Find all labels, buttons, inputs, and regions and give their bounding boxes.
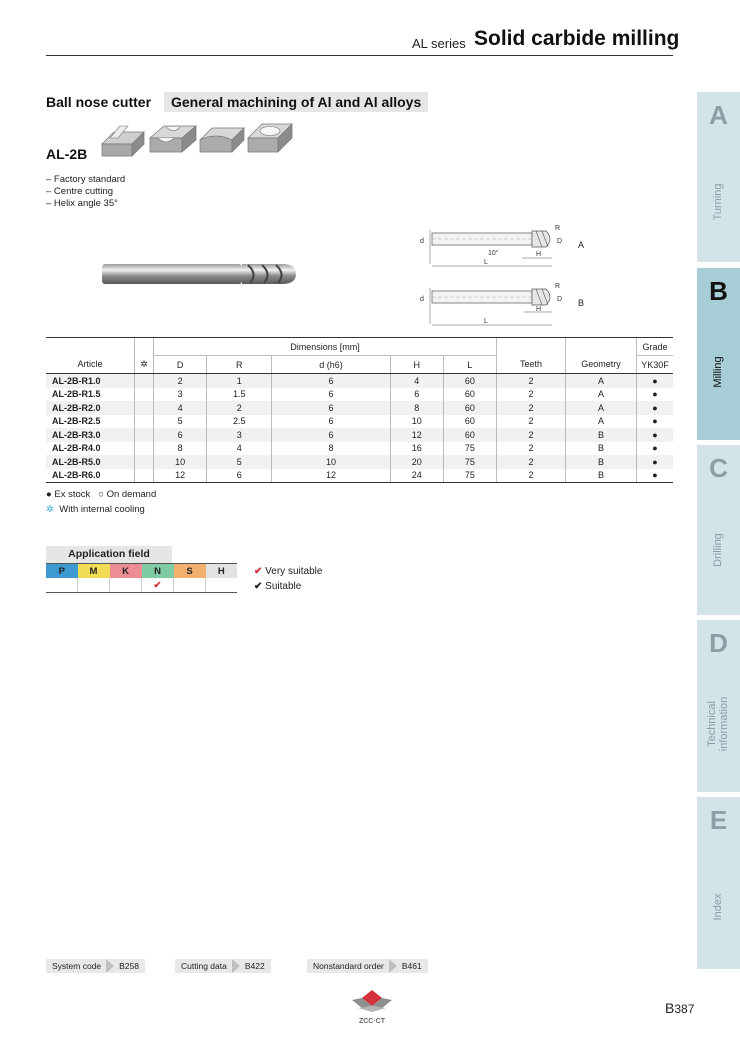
header-rule xyxy=(46,55,673,56)
material-mark-m xyxy=(78,578,110,593)
drawing-b-d-label: d xyxy=(420,296,424,303)
material-p: P xyxy=(46,564,78,579)
cell-grade: ● xyxy=(637,401,674,415)
cell-teeth: 2 xyxy=(497,469,566,483)
product-type: Ball nose cutter xyxy=(46,94,152,110)
cell-d: 10 xyxy=(154,455,207,469)
th-grade: Grade xyxy=(637,338,674,356)
drawing-b-r-label: R xyxy=(555,283,561,290)
chevron-right-icon xyxy=(106,959,114,973)
page-number xyxy=(665,1000,694,1016)
tab-label: Milling xyxy=(712,356,724,388)
ref-label: Cutting data xyxy=(181,961,227,971)
product-description: General machining of Al and Al alloys xyxy=(164,92,428,112)
drawing-a-h-label: H xyxy=(536,251,542,258)
cell-h: 8 xyxy=(390,401,443,415)
cell-cooling xyxy=(135,374,154,388)
cell-d: 6 xyxy=(272,388,390,402)
drawing-b-l-label: L xyxy=(484,318,488,325)
drawing-a-r-label: R xyxy=(555,225,561,232)
material-m: M xyxy=(78,564,110,579)
ref-cutting-data[interactable] xyxy=(175,959,271,973)
cell-grade: ● xyxy=(637,469,674,483)
workpiece-groove-icon xyxy=(102,126,144,156)
cell-teeth: 2 xyxy=(497,415,566,429)
cell-d: 8 xyxy=(154,442,207,456)
ref-label: Nonstandard order xyxy=(313,961,384,971)
table-row xyxy=(46,374,673,388)
cell-article: AL-2B-R3.0 xyxy=(52,429,101,440)
application-field-title: Application field xyxy=(46,546,172,563)
material-mark-n: ✔ xyxy=(142,578,174,593)
table-row xyxy=(46,442,673,456)
cell-grade: ● xyxy=(637,428,674,442)
tab-letter: E xyxy=(709,805,728,835)
th-article: Article xyxy=(46,356,135,374)
tab-label xyxy=(706,697,730,751)
tab-letter: A xyxy=(709,100,728,130)
material-mark-k xyxy=(110,578,142,593)
ref-page: B422 xyxy=(244,961,265,971)
drawing-a-angle-label: 10° xyxy=(488,250,499,257)
ref-system-code[interactable] xyxy=(46,959,145,973)
th-col-h: H xyxy=(390,356,443,374)
material-k: K xyxy=(110,564,142,579)
cell-l: 75 xyxy=(443,469,496,483)
cell-d: 3 xyxy=(154,388,207,402)
th-grade-name: YK30F xyxy=(637,356,674,374)
cell-teeth: 2 xyxy=(497,388,566,402)
stock-legend xyxy=(46,489,156,500)
chevron-right-icon xyxy=(232,959,240,973)
ref-label: System code xyxy=(52,961,102,971)
chevron-right-icon xyxy=(389,959,397,973)
page-prefix: B xyxy=(665,1000,675,1016)
suitable-text: Suitable xyxy=(265,581,302,592)
th-geometry: Geometry xyxy=(566,356,637,374)
cell-teeth: 2 xyxy=(497,401,566,415)
workpiece-pocket-icon xyxy=(248,124,292,152)
cell-d: 6 xyxy=(272,415,390,429)
cell-article: AL-2B-R5.0 xyxy=(52,456,101,467)
cell-l: 75 xyxy=(443,455,496,469)
page-title: Solid carbide milling xyxy=(474,27,680,50)
th-col-d: D xyxy=(154,356,207,374)
tab-letter: D xyxy=(709,628,728,658)
tool-photo xyxy=(100,258,300,290)
material-h: H xyxy=(206,564,238,579)
logo-text: ZCC·CT xyxy=(358,1018,386,1025)
spec-table-body xyxy=(46,374,673,483)
cell-d: 5 xyxy=(154,415,207,429)
cell-cooling xyxy=(135,455,154,469)
cooling-icon: ✲ xyxy=(46,504,54,515)
cell-r: 5 xyxy=(207,455,272,469)
th-col-l: L xyxy=(443,356,496,374)
tab-label-line2: information xyxy=(718,696,730,752)
cell-geometry: A xyxy=(566,374,637,388)
check-icon: ✔ xyxy=(254,581,263,592)
tab-label: Index xyxy=(712,893,724,921)
spec-table xyxy=(46,337,673,483)
check-red-icon: ✔ xyxy=(254,566,263,577)
drawing-a-dia-label: D xyxy=(557,238,563,245)
table-row xyxy=(46,415,673,429)
table-row xyxy=(46,455,673,469)
material-n: N xyxy=(142,564,174,579)
cell-l: 60 xyxy=(443,388,496,402)
cell-grade: ● xyxy=(637,388,674,402)
cell-l: 60 xyxy=(443,428,496,442)
workpiece-profile-icon xyxy=(200,128,244,152)
cell-d: 10 xyxy=(272,455,390,469)
table-row xyxy=(46,388,673,402)
cell-geometry: B xyxy=(566,428,637,442)
cell-r: 4 xyxy=(207,442,272,456)
tab-drilling[interactable] xyxy=(697,445,740,615)
workpiece-icons xyxy=(98,118,294,160)
page-number-value: 387 xyxy=(674,1002,695,1016)
cell-d: 6 xyxy=(154,428,207,442)
tab-milling[interactable] xyxy=(697,268,740,440)
tab-label: Drilling xyxy=(712,533,724,567)
cell-r: 6 xyxy=(207,469,272,483)
series-label: AL series xyxy=(412,36,466,51)
cell-geometry: A xyxy=(566,401,637,415)
tab-index[interactable] xyxy=(697,797,740,969)
cell-article: AL-2B-R6.0 xyxy=(46,469,135,483)
material-mark-s xyxy=(174,578,206,593)
cell-grade: ● xyxy=(637,442,674,456)
cell-teeth: 2 xyxy=(497,374,566,388)
cell-cooling xyxy=(135,388,154,402)
cell-cooling xyxy=(135,428,154,442)
th-geometry-blank xyxy=(566,338,637,356)
cell-d: 2 xyxy=(154,374,207,388)
ref-nonstandard-order[interactable] xyxy=(307,959,428,973)
cell-r: 1 xyxy=(207,374,272,388)
th-blank xyxy=(46,338,135,356)
cell-geometry: B xyxy=(566,442,637,456)
cell-d: 6 xyxy=(272,374,390,388)
cell-teeth: 2 xyxy=(497,428,566,442)
cell-h: 6 xyxy=(390,388,443,402)
cell-geometry: A xyxy=(566,388,637,402)
article-code: AL-2B xyxy=(46,146,88,162)
drawing-a-l-label: L xyxy=(484,259,488,266)
th-teeth-blank xyxy=(497,338,566,356)
feature-item: – Factory standard xyxy=(46,174,126,185)
cell-h: 10 xyxy=(390,415,443,429)
cell-article: AL-2B-R1.5 xyxy=(52,389,101,400)
cell-r: 1.5 xyxy=(207,388,272,402)
drawing-a-label: A xyxy=(578,240,585,250)
table-row xyxy=(46,428,673,442)
cell-geometry: A xyxy=(566,415,637,429)
cell-article: AL-2B-R1.0 xyxy=(52,375,101,386)
cell-l: 75 xyxy=(443,442,496,456)
material-mark-h xyxy=(206,578,238,593)
cell-d: 6 xyxy=(272,401,390,415)
cell-r: 3 xyxy=(207,428,272,442)
ex-stock-legend: ● Ex stock xyxy=(46,489,91,500)
suitable-legend xyxy=(254,579,322,594)
th-col-r: R xyxy=(207,356,272,374)
tab-label: Turning xyxy=(712,183,724,221)
cell-geometry: B xyxy=(566,469,637,483)
drawing-b-h-label: H xyxy=(536,306,542,313)
tab-technical-information[interactable] xyxy=(697,620,740,792)
cell-grade: ● xyxy=(637,415,674,429)
tab-turning[interactable] xyxy=(697,92,740,262)
material-mark-p xyxy=(46,578,78,593)
table-row xyxy=(46,469,673,483)
feature-list xyxy=(46,174,125,210)
th-teeth: Teeth xyxy=(497,356,566,374)
application-legend xyxy=(254,564,322,594)
workpiece-slot-icon xyxy=(150,126,196,152)
th-dimensions: Dimensions [mm] xyxy=(154,338,497,356)
cell-d: 12 xyxy=(272,469,390,483)
table-row xyxy=(46,401,673,415)
cell-h: 4 xyxy=(390,374,443,388)
very-suitable-text: Very suitable xyxy=(265,566,323,577)
cell-cooling xyxy=(135,442,154,456)
th-col-shank: d (h6) xyxy=(272,356,390,374)
material-s: S xyxy=(174,564,206,579)
drawing-a-d-label: d xyxy=(420,238,424,245)
cell-h: 16 xyxy=(390,442,443,456)
cell-d: 6 xyxy=(272,428,390,442)
cell-cooling xyxy=(135,469,154,483)
ref-page: B461 xyxy=(401,961,422,971)
cell-d: 4 xyxy=(154,401,207,415)
on-demand-legend: ○ On demand xyxy=(98,489,157,500)
drawing-geometry-b xyxy=(412,280,592,330)
cell-grade: ● xyxy=(637,455,674,469)
tab-letter: B xyxy=(709,276,728,306)
cell-h: 20 xyxy=(390,455,443,469)
application-materials-row xyxy=(46,564,237,579)
feature-item: – Helix angle 35° xyxy=(46,198,118,209)
drawing-b-dia-label: D xyxy=(557,296,563,303)
cell-grade: ● xyxy=(637,374,674,388)
cooling-legend xyxy=(46,504,145,515)
tab-label-line1: Technical xyxy=(706,701,718,747)
cell-h: 12 xyxy=(390,428,443,442)
cell-r: 2.5 xyxy=(207,415,272,429)
drawing-geometry-a xyxy=(412,222,592,272)
cell-l: 60 xyxy=(443,415,496,429)
th-cooling-icon: ✲ xyxy=(135,356,154,374)
cell-r: 2 xyxy=(207,401,272,415)
application-marks-row xyxy=(46,578,237,593)
ref-page: B258 xyxy=(119,961,139,971)
th-cooling-blank xyxy=(135,338,154,356)
cell-teeth: 2 xyxy=(497,455,566,469)
cell-article: AL-2B-R2.5 xyxy=(52,416,101,427)
very-suitable-legend xyxy=(254,564,322,579)
cell-geometry: B xyxy=(566,455,637,469)
cell-cooling xyxy=(135,415,154,429)
cell-d: 8 xyxy=(272,442,390,456)
feature-item: – Centre cutting xyxy=(46,186,114,197)
cell-cooling xyxy=(135,401,154,415)
cell-d: 12 xyxy=(154,469,207,483)
cell-l: 60 xyxy=(443,374,496,388)
cell-h: 24 xyxy=(390,469,443,483)
tab-letter: C xyxy=(709,453,728,483)
cell-l: 60 xyxy=(443,401,496,415)
cell-teeth: 2 xyxy=(497,442,566,456)
drawing-b-label: B xyxy=(578,298,585,308)
application-field-table xyxy=(46,563,237,593)
cooling-legend-text: With internal cooling xyxy=(59,504,145,515)
cell-article: AL-2B-R4.0 xyxy=(52,443,101,454)
zccct-logo xyxy=(348,986,396,1026)
cell-article: AL-2B-R2.0 xyxy=(52,402,101,413)
